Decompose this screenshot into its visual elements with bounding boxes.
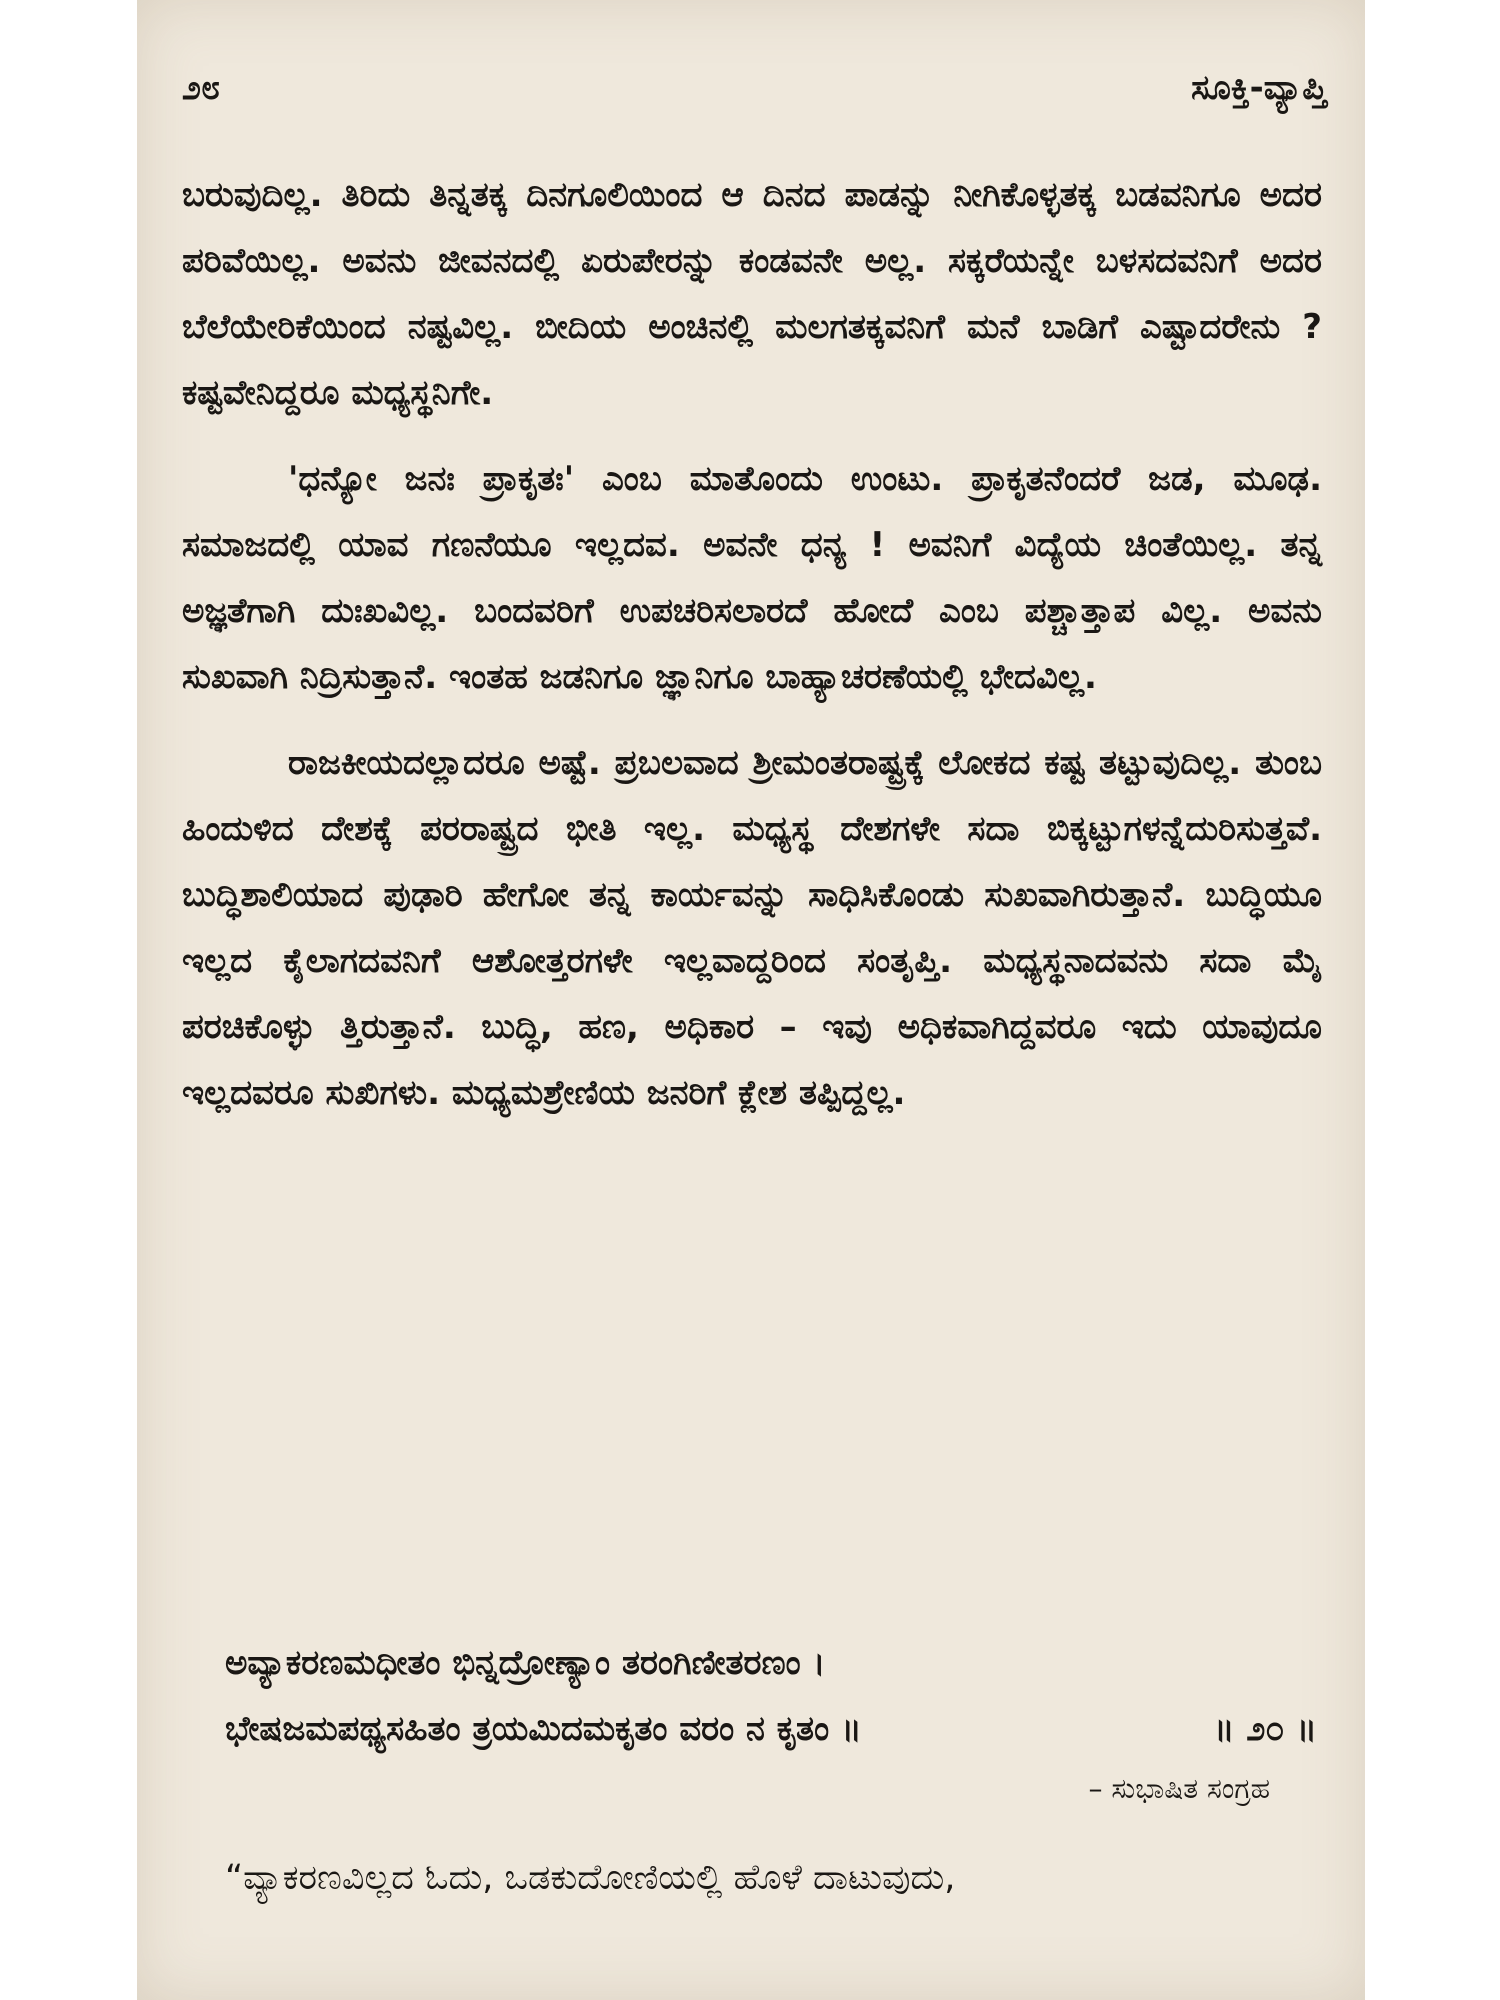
verse-line-2-text: ಭೇಷಜಮಪಥ್ಯಸಹಿತಂ ತ್ರಯಮಿದಮಕೃತಂ ವರಂ ನ ಕೃತಂ ॥ xyxy=(225,1709,862,1749)
paragraph-1: ಬರುವುದಿಲ್ಲ. ತಿರಿದು ತಿನ್ನತಕ್ಕ ದಿನಗೂಲಿಯಿಂದ ಆ ದಿನದ ಪಾಡನ್ನು ನೀಗಿಕೊಳ್ಳತಕ್ಕ ಬಡವನಿಗೂ ಅದರ ಪರಿವೆಯಿಲ್ಲ. ಅವನು ಜೀವನದಲ್ಲಿ ಏರುಪೇರನ್ನು ಕಂಡವನೇ ಅಲ್ಲ. ಸಕ್ಕರೆಯನ್ನೇ ಬಳಸದವನಿಗೆ ಅದರ ಬೆಲೆಯೇರಿಕೆಯಿಂದ ನಷ್ಟವಿಲ್ಲ. ಬೀದಿಯ ಅಂಚಿನಲ್ಲಿ ಮಲಗತಕ್ಕವನಿಗೆ ಮನೆ ಬಾಡಿಗೆ ಎಷ್ಟಾದರೇನು ? ಕಷ್ಟವೇನಿದ್ದರೂ ಮಧ್ಯಸ್ಥನಿಗೇ. xyxy=(182,175,1322,413)
verse-line-2 xyxy=(225,1696,1317,1762)
quote-line: “ವ್ಯಾಕರಣವಿಲ್ಲದ ಓದು, ಒಡಕುದೋಣಿಯಲ್ಲಿ ಹೊಳೆ ದಾಟುವುದು, xyxy=(225,1858,956,1898)
paragraph-2: 'ಧನ್ಯೋ ಜನಃ ಪ್ರಾಕೃತಃ' ಎಂಬ ಮಾತೊಂದು ಉಂಟು. ಪ್ರಾಕೃತನೆಂದರೆ ಜಡ, ಮೂಢ. ಸಮಾಜದಲ್ಲಿ ಯಾವ ಗಣನೆಯೂ ಇಲ್ಲದವ. ಅವನೇ ಧನ್ಯ ! ಅವನಿಗೆ ವಿದ್ಯೆಯ ಚಿಂತೆಯಿಲ್ಲ. ತನ್ನ ಅಜ್ಞತೆಗಾಗಿ ದುಃಖವಿಲ್ಲ. ಬಂದವರಿಗೆ ಉಪಚರಿಸಲಾರದೆ ಹೋದೆ ಎಂಬ ಪಶ್ಚಾತ್ತಾಪ ವಿಲ್ಲ. ಅವನು ಸುಖವಾಗಿ ನಿದ್ರಿಸುತ್ತಾನೆ. ಇಂತಹ ಜಡನಿಗೂ ಜ್ಞಾನಿಗೂ ಬಾಹ್ಯಾಚರಣೆಯಲ್ಲಿ ಭೇದವಿಲ್ಲ. xyxy=(182,459,1322,697)
running-head xyxy=(182,68,1327,128)
body-text xyxy=(182,162,1322,1146)
verse-line-1 xyxy=(225,1630,1317,1696)
running-title: ಸೂಕ್ತಿ-ವ್ಯಾಪ್ತಿ xyxy=(1191,68,1327,108)
book-page xyxy=(137,0,1365,2000)
verse-number: ॥ ೨೦ ॥ xyxy=(1213,1709,1317,1749)
sanskrit-verse xyxy=(225,1630,1317,1762)
paragraph-3: ರಾಜಕೀಯದಲ್ಲಾದರೂ ಅಷ್ಟೆ. ಪ್ರಬಲವಾದ ಶ್ರೀಮಂತರಾಷ್ಟ್ರಕ್ಕೆ ಲೋಕದ ಕಷ್ಟ ತಟ್ಟುವುದಿಲ್ಲ. ತುಂಬ ಹಿಂದುಳಿದ ದೇಶಕ್ಕೆ ಪರರಾಷ್ಟ್ರದ ಭೀತಿ ಇಲ್ಲ. ಮಧ್ಯಸ್ಥ ದೇಶಗಳೇ ಸದಾ ಬಿಕ್ಕಟ್ಟುಗಳನ್ನೆದುರಿಸುತ್ತವೆ. ಬುದ್ಧಿಶಾಲಿಯಾದ ಪುಢಾರಿ ಹೇಗೋ ತನ್ನ ಕಾರ್ಯವನ್ನು ಸಾಧಿಸಿಕೊಂಡು ಸುಖವಾಗಿರುತ್ತಾನೆ. ಬುದ್ಧಿಯೂ ಇಲ್ಲದ ಕೈಲಾಗದವನಿಗೆ ಆಶೋತ್ತರಗಳೇ ಇಲ್ಲವಾದ್ದರಿಂದ ಸಂತೃಪ್ತಿ. ಮಧ್ಯಸ್ಥನಾದವನು ಸದಾ ಮೈ ಪರಚಿಕೊಳ್ಳು ತ್ತಿರುತ್ತಾನೆ. ಬುದ್ಧಿ, ಹಣ, ಅಧಿಕಾರ – ಇವು ಅಧಿಕವಾಗಿದ್ದವರೂ ಇದು ಯಾವುದೂ ಇಲ್ಲದವರೂ ಸುಖಿಗಳು. ಮಧ್ಯಮಶ್ರೇಣಿಯ ಜನರಿಗೆ ಕ್ಲೇಶ ತಪ್ಪಿದ್ದಲ್ಲ. xyxy=(182,743,1322,1113)
page-number: ೨೮ xyxy=(182,68,221,108)
verse-attribution: – ಸುಭಾಷಿತ ಸಂಗ್ರಹ xyxy=(1088,1772,1270,1805)
verse-line-1-text: ಅವ್ಯಾಕರಣಮಧೀತಂ ಭಿನ್ನದ್ರೋಣ್ಯಾಂ ತರಂಗಿಣೀತರಣಂ । xyxy=(225,1643,826,1683)
